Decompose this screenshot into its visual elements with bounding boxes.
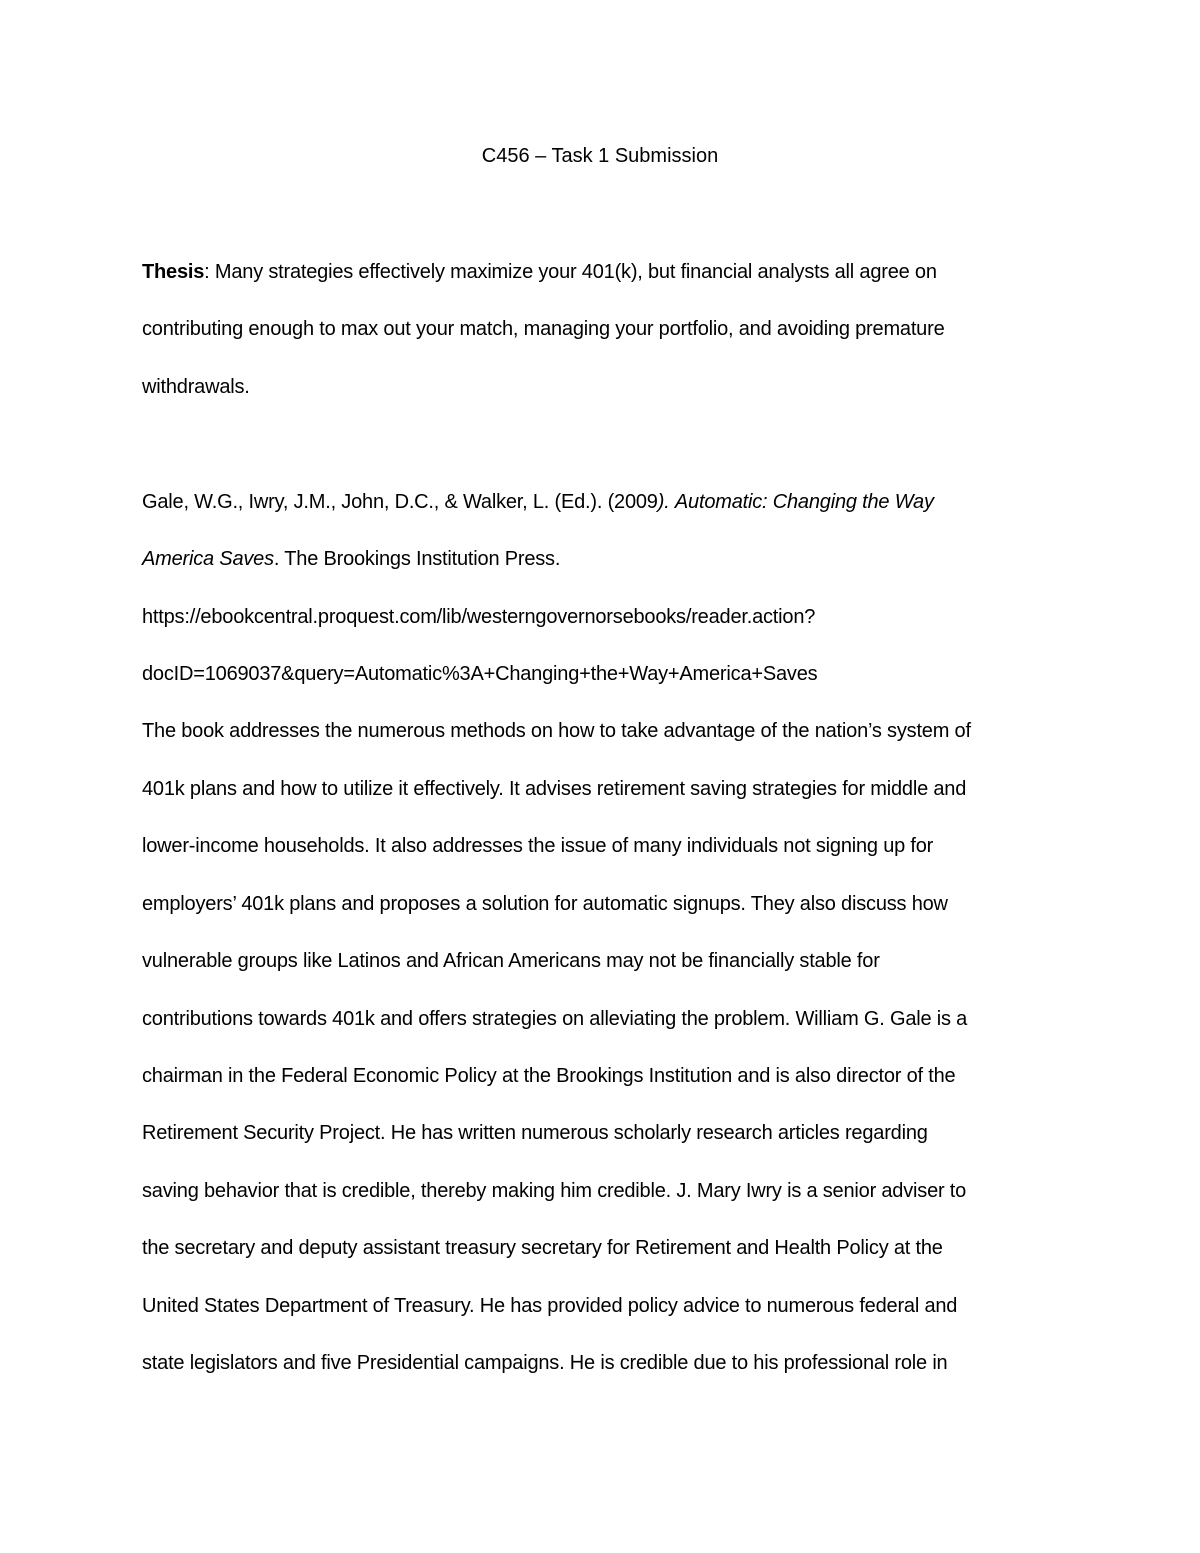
thesis-label: Thesis [142, 261, 205, 283]
thesis-text-1: : Many strategies effectively maximize your 401(k), but financial analysts all agree on [204, 261, 937, 283]
annotation-line: 401k plans and how to utilize it effectively. It advises retirement saving strategies for middle and [142, 778, 967, 800]
citation-book-title-1: Automatic: Changing the Way [674, 491, 934, 513]
annotation-line: chairman in the Federal Economic Policy at the Brookings Institution and is also director of the [142, 1065, 956, 1087]
annotation-line: Retirement Security Project. He has written numerous scholarly research articles regarding [142, 1122, 928, 1144]
annotation-line: state legislators and five Presidential campaigns. He is credible due to his professional role in [142, 1352, 948, 1374]
citation-url-line-1[interactable]: https://ebookcentral.proquest.com/lib/westerngovernorsebooks/reader.action? [142, 606, 816, 628]
citation-book-title-2: America Saves [142, 548, 274, 570]
annotation-line: contributions towards 401k and offers strategies on alleviating the problem. William G. Gale is a [142, 1008, 968, 1030]
annotation-line: United States Department of Treasury. He has provided policy advice to numerous federal and [142, 1295, 958, 1317]
thesis-line-3: withdrawals. [142, 376, 250, 398]
annotation-line: lower-income households. It also addresses the issue of many individuals not signing up for [142, 835, 934, 857]
citation-publisher: . The Brookings Institution Press. [273, 548, 561, 570]
thesis-line-2: contributing enough to max out your match, managing your portfolio, and avoiding premature [142, 318, 945, 340]
annotation-line: vulnerable groups like Latinos and African Americans may not be financially stable for [142, 950, 880, 972]
annotation-line: saving behavior that is credible, thereby making him credible. J. Mary Iwry is a senior adviser to [142, 1180, 967, 1202]
citation-line-1 [142, 490, 934, 514]
citation-line-2 [142, 547, 560, 571]
citation-paren-close: ). [657, 491, 670, 513]
annotation-line: employers’ 401k plans and proposes a solution for automatic signups. They also discuss how [142, 893, 948, 915]
citation-authors: Gale, W.G., Iwry, J.M., John, D.C., & Walker, L. (Ed.). (2009 [142, 491, 658, 513]
page-title: C456 – Task 1 Submission [481, 145, 719, 167]
thesis-line-1 [142, 260, 937, 284]
annotation-line: The book addresses the numerous methods on how to take advantage of the nation’s system of [142, 720, 971, 742]
annotation-line: the secretary and deputy assistant treasury secretary for Retirement and Health Policy at the [142, 1237, 943, 1259]
citation-url-line-2[interactable]: docID=1069037&query=Automatic%3A+Changing+the+Way+America+Saves [142, 663, 818, 685]
